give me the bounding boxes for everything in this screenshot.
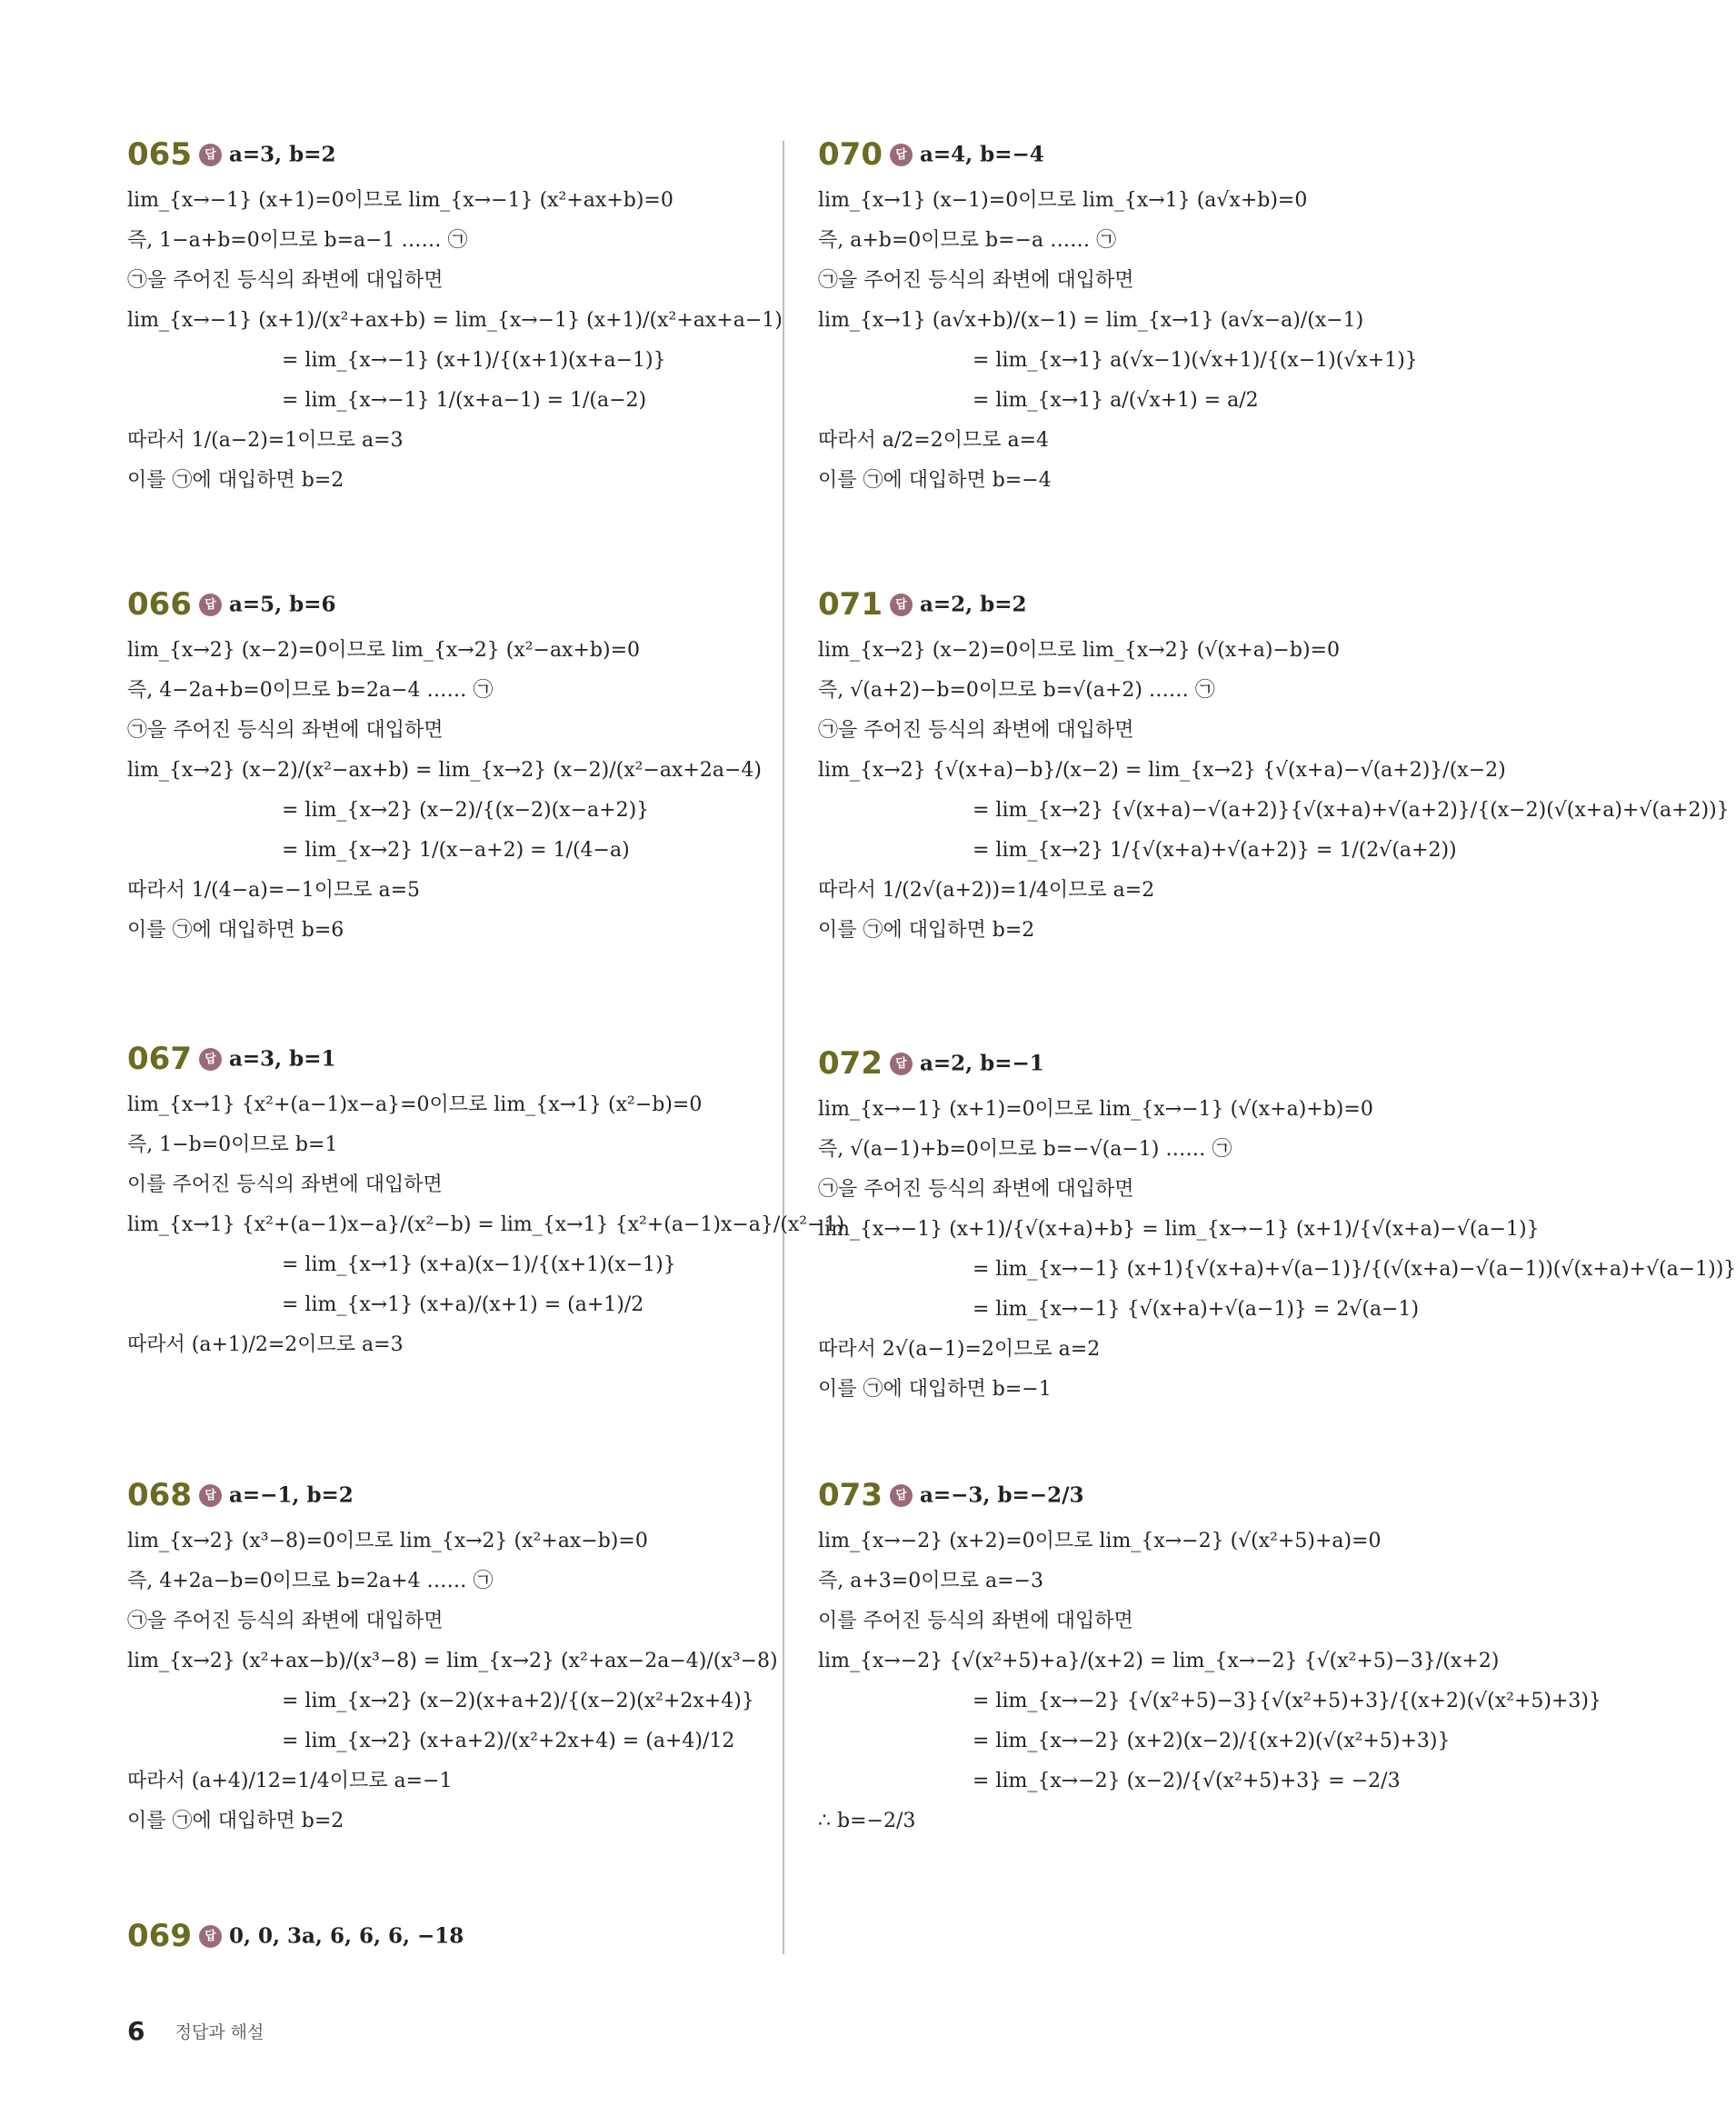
- solution-line: lim_{x→2} {√(x+a)−b}/(x−2) = lim_{x→2} {√(x+a)−√(a+2)}/(x−2): [818, 759, 1506, 782]
- solution-line: 즉, √(a+2)−b=0이므로 b=√(a+2) …… ㉠: [818, 679, 1215, 702]
- answer-badge-icon: 답: [199, 1484, 222, 1507]
- solution-line: lim_{x→1} {x²+(a−1)x−a}=0이므로 lim_{x→1} (x²−b)=0: [127, 1093, 703, 1116]
- solution-line: ㉠을 주어진 등식의 좌변에 대입하면: [818, 1178, 1134, 1201]
- solution-line: 즉, 1−b=0이므로 b=1: [127, 1133, 338, 1156]
- solution-line: ∴ b=−2/3: [818, 1810, 916, 1832]
- solution-line: 이를 ㉠에 대입하면 b=−4: [818, 469, 1052, 492]
- problem-068: [127, 1477, 782, 1832]
- solution-line: = lim_{x→2} 1/(x−a+2) = 1/(4−a): [282, 839, 630, 862]
- problem-header: [818, 136, 1472, 180]
- answer-badge-icon: 답: [199, 594, 222, 616]
- problem-number: 069: [127, 1918, 192, 1954]
- solution-line: 즉, √(a−1)+b=0이므로 b=−√(a−1) …… ㉠: [818, 1138, 1232, 1161]
- answer-badge-icon: 답: [199, 1925, 222, 1948]
- solution-line: lim_{x→1} (a√x+b)/(x−1) = lim_{x→1} (a√x−a)/(x−1): [818, 309, 1364, 332]
- problem-066: [127, 586, 782, 942]
- problem-number: 067: [127, 1041, 192, 1077]
- solution-line: = lim_{x→−1} {√(x+a)+√(a−1)} = 2√(a−1): [973, 1298, 1420, 1321]
- solution-line: lim_{x→2} (x−2)=0이므로 lim_{x→2} (x²−ax+b)=0: [127, 639, 640, 662]
- solution-line: = lim_{x→−2} (x−2)/{√(x²+5)+3} = −2/3: [973, 1770, 1401, 1792]
- solution-line: 즉, 1−a+b=0이므로 b=a−1 …… ㉠: [127, 229, 468, 252]
- answer-text: a=5, b=6: [228, 592, 336, 617]
- solution-line: = lim_{x→1} (x+a)(x−1)/{(x+1)(x−1)}: [282, 1253, 676, 1276]
- solution-line: 즉, a+3=0이므로 a=−3: [818, 1570, 1043, 1592]
- solution-line: = lim_{x→−1} 1/(x+a−1) = 1/(a−2): [282, 389, 647, 412]
- solution-line: lim_{x→−2} (x+2)=0이므로 lim_{x→−2} (√(x²+5)+a)=0: [818, 1530, 1382, 1552]
- problem-header: [127, 136, 782, 180]
- problem-number: 068: [127, 1477, 192, 1513]
- solution-line: = lim_{x→2} {√(x+a)−√(a+2)}{√(x+a)+√(a+2)}/{(x−2)(√(x+a)+√(a+2))}: [973, 799, 1730, 822]
- solution-line: 이를 ㉠에 대입하면 b=2: [818, 919, 1035, 942]
- solution-line: 이를 ㉠에 대입하면 b=2: [127, 1810, 344, 1832]
- solution-line: lim_{x→2} (x−2)=0이므로 lim_{x→2} (√(x+a)−b)=0: [818, 639, 1340, 662]
- problem-069: [127, 1918, 782, 1961]
- problem-header: [818, 586, 1472, 630]
- problem-header: [127, 1477, 782, 1521]
- answer-text: a=2, b=2: [919, 592, 1027, 617]
- solution-line: lim_{x→−1} (x+1)/(x²+ax+b) = lim_{x→−1} (x+1)/(x²+ax+a−1): [127, 309, 783, 332]
- column-divider: [783, 141, 784, 1954]
- problem-header: [818, 1045, 1472, 1089]
- problem-header: [127, 586, 782, 630]
- solution-line: lim_{x→1} {x²+(a−1)x−a}/(x²−b) = lim_{x→1} {x²+(a−1)x−a}/(x²−1): [127, 1213, 845, 1236]
- solution-line: ㉠을 주어진 등식의 좌변에 대입하면: [818, 719, 1134, 742]
- solution-line: = lim_{x→2} 1/{√(x+a)+√(a+2)} = 1/(2√(a+2)): [973, 839, 1457, 862]
- answer-text: a=−1, b=2: [228, 1482, 354, 1508]
- solution-line: lim_{x→2} (x³−8)=0이므로 lim_{x→2} (x²+ax−b)=0: [127, 1530, 648, 1552]
- solution-line: 따라서 1/(2√(a+2))=1/4이므로 a=2: [818, 879, 1155, 902]
- page-title: 정답과 해설: [175, 2022, 264, 2042]
- answer-text: 0, 0, 3a, 6, 6, 6, −18: [228, 1923, 464, 1949]
- answer-badge-icon: 답: [890, 1053, 913, 1075]
- answer-badge-icon: 답: [890, 144, 913, 166]
- solution-line: lim_{x→−1} (x+1)/{√(x+a)+b} = lim_{x→−1} (x+1)/{√(x+a)−√(a−1)}: [818, 1218, 1540, 1241]
- solution-line: 이를 주어진 등식의 좌변에 대입하면: [127, 1173, 443, 1196]
- problem-071: [818, 586, 1730, 942]
- problem-number: 070: [818, 136, 883, 173]
- answer-text: a=4, b=−4: [919, 142, 1044, 167]
- solution-line: lim_{x→−2} {√(x²+5)+a}/(x+2) = lim_{x→−2} {√(x²+5)−3}/(x+2): [818, 1650, 1500, 1672]
- solution-line: = lim_{x→−1} (x+1)/{(x+1)(x+a−1)}: [282, 349, 666, 372]
- solution-line: lim_{x→2} (x−2)/(x²−ax+b) = lim_{x→2} (x−2)/(x²−ax+2a−4): [127, 759, 762, 782]
- answer-badge-icon: 답: [199, 144, 222, 166]
- solution-line: 따라서 (a+4)/12=1/4이므로 a=−1: [127, 1770, 453, 1792]
- problem-067: [127, 1041, 845, 1356]
- solution-line: ㉠을 주어진 등식의 좌변에 대입하면: [127, 1610, 444, 1632]
- answer-text: a=2, b=−1: [919, 1051, 1044, 1076]
- solution-line: 따라서 a/2=2이므로 a=4: [818, 429, 1050, 452]
- problem-070: [818, 136, 1472, 492]
- solution-line: lim_{x→−1} (x+1)=0이므로 lim_{x→−1} (√(x+a)+b)=0: [818, 1098, 1373, 1121]
- answer-text: a=3, b=2: [228, 142, 336, 167]
- page-number: 6: [127, 2016, 145, 2046]
- solution-line: = lim_{x→2} (x−2)/{(x−2)(x−a+2)}: [282, 799, 650, 822]
- problem-header: [127, 1918, 782, 1961]
- answer-text: a=3, b=1: [228, 1046, 336, 1072]
- solution-line: 이를 주어진 등식의 좌변에 대입하면: [818, 1610, 1133, 1632]
- solution-line: 이를 ㉠에 대입하면 b=2: [127, 469, 344, 492]
- problem-number: 071: [818, 586, 883, 623]
- solution-line: 따라서 1/(a−2)=1이므로 a=3: [127, 429, 404, 452]
- solution-line: lim_{x→1} (x−1)=0이므로 lim_{x→1} (a√x+b)=0: [818, 189, 1308, 212]
- solution-line: = lim_{x→−2} {√(x²+5)−3}{√(x²+5)+3}/{(x+2)(√(x²+5)+3)}: [973, 1690, 1602, 1712]
- answer-badge-icon: 답: [199, 1048, 222, 1071]
- problem-number: 065: [127, 136, 192, 173]
- solution-line: 따라서 2√(a−1)=2이므로 a=2: [818, 1338, 1101, 1361]
- solution-line: ㉠을 주어진 등식의 좌변에 대입하면: [818, 269, 1134, 292]
- solution-line: 이를 ㉠에 대입하면 b=6: [127, 919, 344, 942]
- solution-line: ㉠을 주어진 등식의 좌변에 대입하면: [127, 719, 444, 742]
- solution-line: = lim_{x→1} (x+a)/(x+1) = (a+1)/2: [282, 1293, 644, 1316]
- solution-line: ㉠을 주어진 등식의 좌변에 대입하면: [127, 269, 444, 292]
- solution-line: 즉, 4+2a−b=0이므로 b=2a+4 …… ㉠: [127, 1570, 494, 1592]
- problem-number: 072: [818, 1045, 883, 1082]
- problem-number: 066: [127, 586, 192, 623]
- solution-line: 즉, a+b=0이므로 b=−a …… ㉠: [818, 229, 1117, 252]
- answer-text: a=−3, b=−2/3: [919, 1482, 1084, 1508]
- solution-line: 즉, 4−2a+b=0이므로 b=2a−4 …… ㉠: [127, 679, 494, 702]
- solution-line: = lim_{x→−1} (x+1){√(x+a)+√(a−1)}/{(√(x+a)−√(a−1))(√(x+a)+√(a−1))}: [973, 1258, 1736, 1281]
- solution-line: = lim_{x→−2} (x+2)(x−2)/{(x+2)(√(x²+5)+3)}: [973, 1730, 1451, 1752]
- solution-line: = lim_{x→1} a(√x−1)(√x+1)/{(x−1)(√x+1)}: [973, 349, 1418, 372]
- answer-badge-icon: 답: [890, 594, 913, 616]
- solution-line: lim_{x→2} (x²+ax−b)/(x³−8) = lim_{x→2} (x²+ax−2a−4)/(x³−8): [127, 1650, 778, 1672]
- solution-line: 이를 ㉠에 대입하면 b=−1: [818, 1378, 1052, 1401]
- solution-line: 따라서 (a+1)/2=2이므로 a=3: [127, 1333, 404, 1356]
- solution-line: = lim_{x→2} (x+a+2)/(x²+2x+4) = (a+4)/12: [282, 1730, 735, 1752]
- problem-065: [127, 136, 783, 492]
- problem-number: 073: [818, 1477, 883, 1513]
- problem-072: [818, 1045, 1736, 1401]
- solution-line: 따라서 1/(4−a)=−1이므로 a=5: [127, 879, 421, 902]
- solution-line: = lim_{x→1} a/(√x+1) = a/2: [973, 389, 1259, 412]
- problem-header: [127, 1041, 782, 1084]
- problem-header: [818, 1477, 1472, 1521]
- answer-badge-icon: 답: [890, 1484, 913, 1507]
- solution-line: lim_{x→−1} (x+1)=0이므로 lim_{x→−1} (x²+ax+b)=0: [127, 189, 673, 212]
- problem-073: [818, 1477, 1602, 1832]
- page-footer: [127, 2016, 264, 2046]
- solution-line: = lim_{x→2} (x−2)(x+a+2)/{(x−2)(x²+2x+4)}: [282, 1690, 754, 1712]
